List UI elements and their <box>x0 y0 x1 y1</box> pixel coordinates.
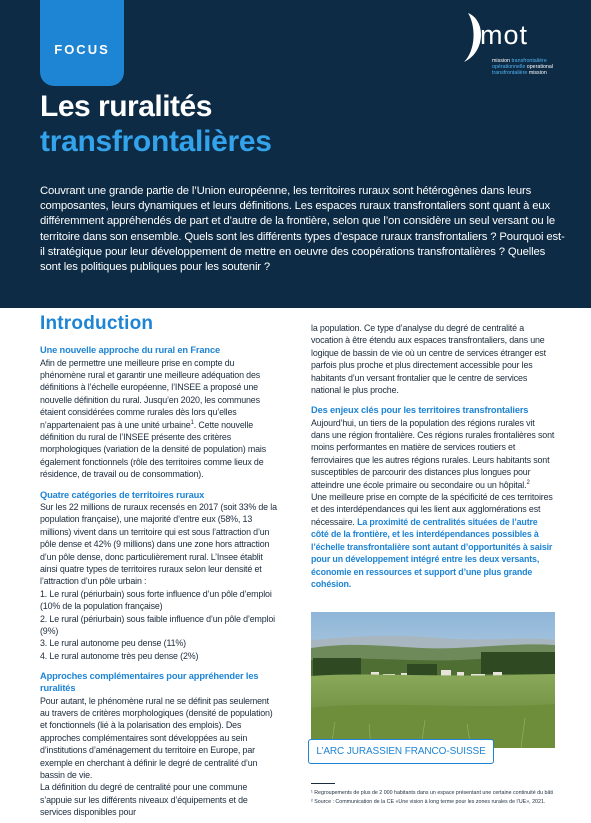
list-item: 2. Le rural (périurbain) sous faible influence d’un pôle d’emploi (9%) <box>40 613 275 636</box>
paragraph-enjeux-b: Une meilleure prise en compte de la spécificité de ces territoires et des interdépendances qui les lient aux agglomérations est nécessaire. La proximité de centralités situées de l’autre côté de la frontière, et les interdépendances possibles à l’échelle transfrontalière sont autant d’opportunités à saisir pour un développement intégré entre les deux versants, économie en ressources et support d’une plus grande cohésion. <box>311 492 553 589</box>
right-column <box>311 322 555 590</box>
paragraph-continuation: la population. Ce type d’analyse du degré de centralité a vocation à être étendu aux espaces transfrontaliers, dans une logique de bassin de vie où un centre de services étranger est parfois plus proche et plus directement accessible pour les habitants d’un versant frontalier que le centre de services national le plus proche. <box>311 323 546 396</box>
footnote-1: ¹ Regroupements de plus de 2 000 habitants dans un espace présentant une certaine continuité du bâti <box>311 790 554 796</box>
mot-logo <box>454 10 586 82</box>
paragraph-nouvelle-approche: Afin de permettre une meilleure prise en compte du phénomène rural et garantir une meilleure adéquation des définitions à l’échelle européenne, l’INSEE a proposé une nouvelle définition du rural. Jusqu’en 2020, les communes étaient considérées comme rurales dès lors qu’elles n’appartenaient pas à une unité urbaine$^1$. Cette nouvelle définition du rural de l’INSEE présente des critères morphologiques (variation de la densité de population) mais également fonctionnels (rôle des territoires comme lieux de résidence, de travail ou de consommation). <box>40 357 266 480</box>
footnote-divider <box>311 783 335 784</box>
section-heading-introduction: Introduction <box>40 313 154 334</box>
paragraph-enjeux-a: Aujourd’hui, un tiers de la population des régions rurales vit dans une région frontalière. Ces régions rurales frontalières sont moins performantes en matière de services routiers et ferroviaires que les autres régions rurales. Leurs habitants sont susceptibles de parcourir des distances plus longues pour atteindre une école primaire ou secondaire ou un hôpital.$^2$ <box>311 417 555 490</box>
logo-word: mot <box>480 20 529 50</box>
paragraph-approches-b: La définition du degré de centralité pour une commune s’appuie sur les différents niveaux d’équipements et de services disponibles pour <box>40 782 248 818</box>
page-title-line-2: transfrontalières <box>40 125 272 158</box>
page-title-line-1: Les ruralités <box>40 90 212 123</box>
footnote-ref-1[interactable]: 1 <box>190 419 194 426</box>
footnote-ref-2[interactable]: 2 <box>526 479 530 486</box>
footnotes <box>311 789 566 807</box>
footnote-2: ² Source : Communication de la CE «Une vision à long terme pour les zones rurales de l’UE», 2021. <box>311 799 546 805</box>
list-item: 1. Le rural (périurbain) sous forte influence d’un pôle d’emploi (10% de la population française) <box>40 588 272 612</box>
paragraph-quatre-categories: Sur les 22 millions de ruraux recensés en 2017 (soit 33% de la population française), une majorité d’entre eux (58%, 13 millions) vivent dans un territoire qui est sous l’attraction d’un pôle dense et 42% (9 millions) dans une zone hors attraction d’un pôle dense, donc particulièrement rural. L’Insee établit ainsi quatre types de territoires ruraux selon leur densité et l’attraction d’un pôle urbain : <box>40 501 277 587</box>
list-item: 4. Le rural autonome très peu dense (2%) <box>40 650 199 661</box>
photo-caption: L’ARC JURASSIEN FRANCO-SUISSE <box>308 739 494 764</box>
logo-line-1: mission transfrontalière <box>492 58 547 64</box>
intro-paragraph: Couvrant une grande partie de l’Union européenne, les territoires ruraux sont hétérogènes dans leurs composantes, leurs dynamiques et leurs définitions. Les espaces ruraux transfrontaliers sont quant à eux différemment appréhendés de part et d’autre de la frontière, selon que l’on considère un seul versant ou le territoire dans son ensemble. Quels sont les différents types d’espace ruraux transfrontaliers ? Pourquoi est-il stratégique pour leur développement de mettre en oeuvre des coopérations transfrontalières ? Quelles sont les politiques publiques pour les soutenir ? <box>40 185 565 274</box>
logo-line-3: transfrontalière mission <box>492 70 547 76</box>
subheading-approches: Approches complémentaires pour appréhender les ruralités <box>40 671 259 694</box>
left-column <box>40 313 280 819</box>
header-banner <box>0 0 591 308</box>
logo-line-2: opérationnelle operational <box>492 64 553 70</box>
paragraph-approches-a: Pour autant, le phénomène rural ne se définit pas seulement au travers de critères morphologiques (densité de population) et fonctionnels (lié à la polarisation des emplois). Des approches complémentaires sont développées au sein d’institutions d’aménagement du territoire en Europe, par exemple en cherchant à définir le degré de centralité d’un bassin de vie. <box>40 695 273 780</box>
highlighted-statement: La proximité de centralités situées de l’autre côté de la frontière, et les interdépendances possibles à l’échelle transfrontalière sont autant d’opportunités à saisir pour un développement intégré entre les deux versants, économie en ressources et support d’une plus grande cohésion. <box>311 516 553 589</box>
list-item: 3. Le rural autonome peu dense (11%) <box>40 638 186 649</box>
subheading-quatre-categories: Quatre catégories de territoires ruraux <box>40 489 205 500</box>
landscape-photo <box>311 612 555 748</box>
subheading-enjeux: Des enjeux clés pour les territoires transfrontaliers <box>311 405 529 416</box>
focus-tab <box>40 0 124 86</box>
subheading-nouvelle-approche: Une nouvelle approche du rural en France <box>40 345 220 356</box>
focus-label: FOCUS <box>54 42 110 57</box>
